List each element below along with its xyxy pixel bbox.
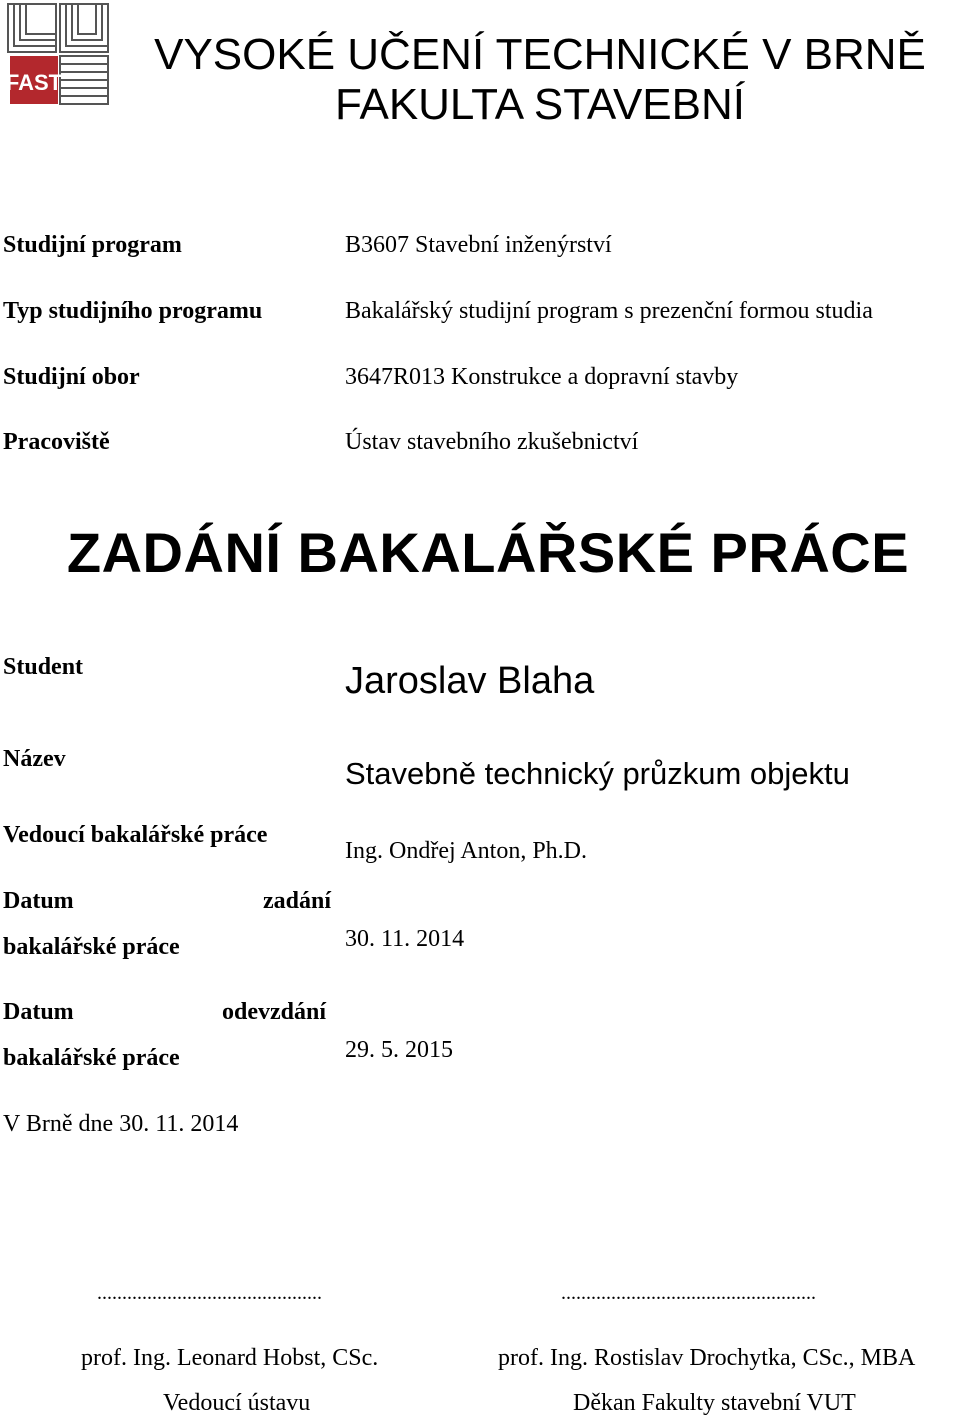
label-date-submit-c: bakalářské práce: [3, 1045, 180, 1071]
label-study-program: Studijní program: [3, 232, 182, 258]
signature-name-dean: prof. Ing. Rostislav Drochytka, CSc., MBA: [498, 1345, 916, 1371]
logo-text: FAST: [6, 70, 63, 95]
value-supervisor: Ing. Ondřej Anton, Ph.D.: [345, 838, 587, 864]
value-student: Jaroslav Blaha: [345, 660, 595, 702]
label-date-submit-a: Datum: [3, 999, 74, 1025]
label-date-assign-a: Datum: [3, 888, 74, 914]
label-date-assign-b: zadání: [263, 888, 332, 914]
value-study-program: B3607 Stavební inženýrství: [345, 232, 612, 258]
value-workplace: Ústav stavebního zkušebnictví: [345, 429, 639, 455]
label-date-submit-b: odevzdání: [222, 999, 327, 1025]
label-workplace: Pracoviště: [3, 429, 110, 455]
label-thesis-name: Název: [3, 746, 66, 772]
signature-name-head: prof. Ing. Leonard Hobst, CSc.: [81, 1345, 379, 1371]
signature-line-dean: ...................................................: [561, 1282, 816, 1304]
label-study-field: Studijní obor: [3, 364, 140, 390]
label-program-type: Typ studijního programu: [3, 298, 263, 324]
signature-role-head: Vedoucí ústavu: [163, 1390, 311, 1416]
document-title: ZADÁNÍ BAKALÁŘSKÉ PRÁCE: [66, 521, 910, 584]
signature-line-head: .............................................: [97, 1282, 322, 1304]
signature-role-dean: Děkan Fakulty stavební VUT: [573, 1390, 856, 1416]
value-date-submit: 29. 5. 2015: [345, 1037, 453, 1063]
value-study-field: 3647R013 Konstrukce a dopravní stavby: [345, 364, 739, 390]
label-supervisor: Vedoucí bakalářské práce: [3, 822, 268, 848]
value-thesis-name: Stavebně technický průzkum objektu: [345, 756, 850, 791]
place-date: V Brně dne 30. 11. 2014: [3, 1111, 239, 1137]
university-name: VYSOKÉ UČENÍ TECHNICKÉ V BRNĚ: [154, 30, 926, 79]
label-date-assign-c: bakalářské práce: [3, 934, 180, 960]
value-date-assign: 30. 11. 2014: [345, 926, 465, 952]
value-program-type: Bakalářský studijní program s prezenční formou studia: [345, 298, 873, 324]
faculty-name: FAKULTA STAVEBNÍ: [335, 80, 745, 129]
label-student: Student: [3, 654, 84, 680]
